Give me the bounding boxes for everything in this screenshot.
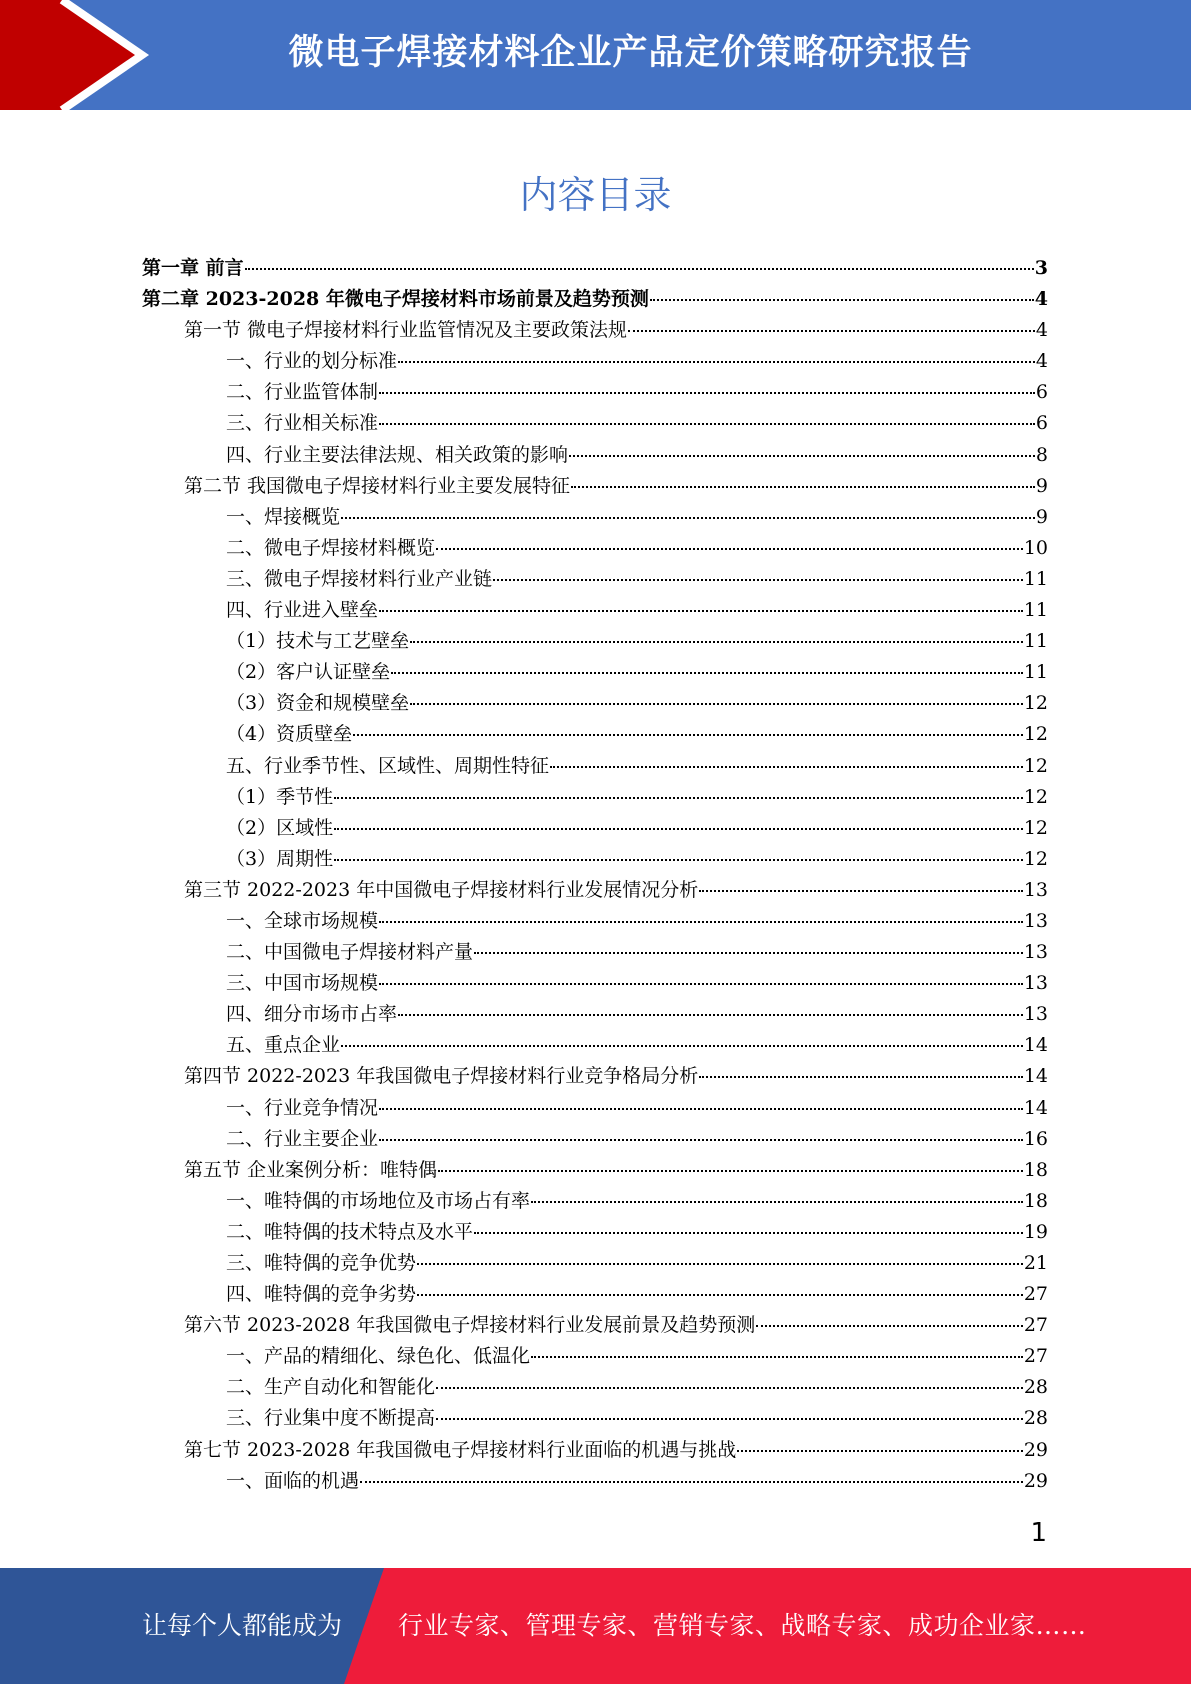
toc-dot-leader: [379, 1108, 1023, 1110]
toc-entry-page: 27: [1023, 1345, 1048, 1368]
toc-entry-page: 13: [1023, 1003, 1048, 1026]
toc-entry-label: 二、生产自动化和智能化: [226, 1376, 436, 1399]
toc-entry-label: 第五节 企业案例分析：唯特偶: [184, 1158, 438, 1181]
toc-entry-label: 二、中国微电子焊接材料产量: [226, 941, 474, 964]
toc-entry-page: 12: [1023, 723, 1048, 746]
report-title: 微电子焊接材料企业产品定价策略研究报告: [288, 33, 973, 73]
toc-dot-leader: [398, 361, 1035, 363]
toc-entry-page: 28: [1023, 1376, 1048, 1399]
toc-dot-leader: [474, 1232, 1023, 1234]
toc-entry[interactable]: [142, 844, 1048, 875]
toc-entry[interactable]: [142, 719, 1048, 750]
toc-entry[interactable]: [142, 533, 1048, 564]
toc-dot-leader: [410, 641, 1023, 643]
toc-entry-page: 14: [1023, 1096, 1048, 1119]
toc-entry-label: 四、行业主要法律法规、相关政策的影响: [226, 443, 569, 466]
toc-entry[interactable]: [142, 346, 1048, 377]
toc-entry-page: 9: [1035, 505, 1048, 528]
toc-dot-leader: [474, 952, 1023, 954]
toc-dot-leader: [379, 423, 1035, 425]
toc-dot-leader: [699, 890, 1023, 892]
toc-entry-label: 四、细分市场市占率: [226, 1003, 398, 1026]
toc-entry[interactable]: [142, 284, 1048, 315]
toc-dot-leader: [650, 299, 1034, 301]
toc-entry-label: 第六节 2023-2028 年我国微电子焊接材料行业发展前景及趋势预测: [184, 1314, 756, 1337]
toc-entry-label: 五、行业季节性、区域性、周期性特征: [226, 754, 550, 777]
toc-entry-page: 8: [1035, 443, 1048, 466]
toc-entry-page: 3: [1034, 257, 1048, 279]
toc-entry-label: 四、唯特偶的竞争劣势: [226, 1283, 417, 1306]
toc-entry-page: 29: [1023, 1469, 1048, 1492]
toc-entry-page: 14: [1023, 1065, 1048, 1088]
toc-dot-leader: [360, 1481, 1023, 1483]
toc-dot-leader: [391, 672, 1023, 674]
toc-entry-page: 12: [1023, 692, 1048, 715]
toc-entry-label: 三、唯特偶的竞争优势: [226, 1252, 417, 1274]
toc-entry-page: 11: [1023, 630, 1048, 653]
toc-entry-page: 27: [1023, 1283, 1048, 1306]
toc-entry-page: 9: [1035, 474, 1048, 497]
toc-entry-page: 13: [1023, 941, 1048, 964]
toc-entry[interactable]: [142, 502, 1048, 533]
toc-entry-label: （2）客户认证壁垒: [226, 661, 391, 684]
toc-entry[interactable]: [142, 471, 1048, 502]
toc-entry-label: 第一章 前言: [142, 257, 244, 279]
toc-entry[interactable]: [142, 813, 1048, 844]
toc-entry[interactable]: [142, 688, 1048, 719]
toc-entry[interactable]: [142, 626, 1048, 657]
table-of-contents: [142, 253, 1048, 1497]
toc-entry-page: 10: [1023, 536, 1048, 559]
toc-entry[interactable]: [142, 1435, 1048, 1466]
toc-entry[interactable]: [142, 1186, 1048, 1217]
toc-entry-page: 11: [1023, 661, 1048, 684]
toc-entry[interactable]: [142, 657, 1048, 688]
toc-entry[interactable]: [142, 564, 1048, 595]
toc-entry-label: 一、产品的精细化、绿色化、低温化: [226, 1345, 531, 1368]
toc-entry[interactable]: [142, 315, 1048, 346]
toc-entry-label: 一、全球市场规模: [226, 909, 379, 932]
toc-entry-label: 一、行业的划分标准: [226, 350, 398, 373]
toc-dot-leader: [341, 517, 1035, 519]
toc-entry-label: 四、行业进入壁垒: [226, 599, 379, 622]
toc-entry-label: 第一节 微电子焊接材料行业监管情况及主要政策法规: [184, 319, 628, 342]
toc-dot-leader: [531, 1201, 1023, 1203]
toc-entry-label: 第四节 2022-2023 年我国微电子焊接材料行业竞争格局分析: [184, 1065, 699, 1088]
toc-entry[interactable]: [142, 875, 1048, 906]
toc-entry[interactable]: [142, 1466, 1048, 1497]
toc-entry-label: 一、唯特偶的市场地位及市场占有率: [226, 1189, 531, 1212]
toc-entry-page: 12: [1023, 847, 1048, 870]
toc-entry[interactable]: [142, 1310, 1048, 1341]
toc-entry[interactable]: [142, 377, 1048, 408]
toc-entry-page: 18: [1023, 1158, 1048, 1181]
toc-entry[interactable]: [142, 1341, 1048, 1372]
toc-dot-leader: [737, 1450, 1023, 1452]
toc-entry-page: 29: [1023, 1438, 1048, 1461]
toc-entry-page: 13: [1023, 972, 1048, 995]
toc-entry-label: （3）周期性: [226, 847, 334, 870]
toc-entry-label: 二、微电子焊接材料概览: [226, 536, 436, 559]
toc-entry-page: 11: [1023, 599, 1048, 622]
toc-entry[interactable]: [142, 906, 1048, 937]
toc-dot-leader: [341, 1045, 1023, 1047]
toc-entry[interactable]: [142, 1248, 1048, 1279]
toc-dot-leader: [379, 610, 1023, 612]
toc-entry-label: （1）技术与工艺壁垒: [226, 630, 410, 653]
toc-dot-leader: [334, 828, 1023, 830]
page-number: 1: [1030, 1518, 1047, 1548]
toc-entry[interactable]: [142, 1372, 1048, 1403]
toc-entry[interactable]: [142, 1030, 1048, 1061]
toc-entry[interactable]: [142, 968, 1048, 999]
toc-entry[interactable]: [142, 253, 1048, 284]
toc-entry-label: （3）资金和规模壁垒: [226, 692, 410, 715]
toc-dot-leader: [571, 486, 1035, 488]
toc-entry[interactable]: [142, 751, 1048, 782]
toc-entry[interactable]: [142, 937, 1048, 968]
toc-entry-page: 6: [1035, 412, 1048, 435]
toc-dot-leader: [379, 1139, 1023, 1141]
toc-entry-page: 12: [1023, 785, 1048, 808]
toc-dot-leader: [756, 1325, 1023, 1327]
toc-entry[interactable]: [142, 1155, 1048, 1186]
toc-entry[interactable]: [142, 1124, 1048, 1155]
header-banner: [0, 0, 1191, 110]
toc-entry-label: （2）区域性: [226, 816, 334, 839]
toc-dot-leader: [417, 1263, 1023, 1265]
toc-entry-label: （1）季节性: [226, 785, 334, 808]
toc-dot-leader: [628, 330, 1035, 332]
footer-slogan-left: 让每个人都能成为: [142, 1611, 343, 1640]
toc-dot-leader: [493, 579, 1023, 581]
toc-entry-label: 二、行业主要企业: [226, 1127, 379, 1150]
toc-entry[interactable]: [142, 1279, 1048, 1310]
toc-entry-label: 一、面临的机遇: [226, 1469, 360, 1492]
toc-entry-label: 三、行业相关标准: [226, 412, 379, 435]
toc-entry-page: 27: [1023, 1314, 1048, 1337]
toc-entry-page: 28: [1023, 1407, 1048, 1430]
toc-entry-label: 三、行业集中度不断提高: [226, 1407, 436, 1430]
toc-dot-leader: [245, 268, 1034, 270]
toc-dot-leader: [334, 859, 1023, 861]
toc-entry[interactable]: [142, 1061, 1048, 1092]
toc-dot-leader: [334, 797, 1023, 799]
toc-entry-label: 三、中国市场规模: [226, 972, 379, 995]
footer-slogan-right: 行业专家、管理专家、营销专家、战略专家、成功企业家……: [398, 1611, 1087, 1640]
toc-entry-page: 4: [1035, 319, 1048, 342]
toc-entry-page: 6: [1035, 381, 1048, 404]
toc-dot-leader: [569, 455, 1035, 457]
toc-entry-label: 二、唯特偶的技术特点及水平: [226, 1220, 474, 1243]
toc-entry[interactable]: [142, 782, 1048, 813]
toc-entry[interactable]: [142, 1093, 1048, 1124]
toc-entry-label: 三、微电子焊接材料行业产业链: [226, 567, 493, 590]
toc-dot-leader: [379, 983, 1023, 985]
toc-entry-page: 4: [1034, 288, 1048, 311]
toc-entry[interactable]: [142, 408, 1048, 439]
toc-dot-leader: [550, 766, 1023, 768]
footer-banner: [0, 1568, 1191, 1684]
toc-entry-label: 第二章 2023-2028 年微电子焊接材料市场前景及趋势预测: [142, 288, 649, 311]
toc-entry-page: 11: [1023, 567, 1048, 590]
toc-dot-leader: [699, 1076, 1023, 1078]
toc-entry-label: 第三节 2022-2023 年中国微电子焊接材料行业发展情况分析: [184, 878, 699, 901]
toc-dot-leader: [531, 1356, 1023, 1358]
toc-entry-label: 一、行业竞争情况: [226, 1096, 379, 1119]
toc-entry-page: 12: [1023, 754, 1048, 777]
toc-entry-page: 12: [1023, 816, 1048, 839]
toc-entry[interactable]: [142, 440, 1048, 471]
toc-entry-label: 一、焊接概览: [226, 505, 341, 528]
toc-entry-page: 18: [1023, 1189, 1048, 1212]
toc-dot-leader: [379, 392, 1035, 394]
toc-entry-page: 13: [1023, 878, 1048, 901]
toc-dot-leader: [438, 1170, 1023, 1172]
toc-entry-label: 二、行业监管体制: [226, 381, 379, 404]
toc-entry-page: 21: [1023, 1252, 1048, 1274]
toc-entry-page: 19: [1023, 1220, 1048, 1243]
toc-dot-leader: [436, 1418, 1023, 1420]
toc-entry-label: 第二节 我国微电子焊接材料行业主要发展特征: [184, 474, 571, 497]
toc-dot-leader: [379, 921, 1023, 923]
toc-entry-label: 五、重点企业: [226, 1034, 341, 1057]
toc-heading: 内容目录: [519, 173, 672, 217]
toc-entry-page: 13: [1023, 909, 1048, 932]
toc-entry-page: 14: [1023, 1034, 1048, 1057]
toc-entry[interactable]: [142, 999, 1048, 1030]
toc-dot-leader: [436, 1387, 1023, 1389]
toc-entry[interactable]: [142, 595, 1048, 626]
toc-entry-label: （4）资质壁垒: [226, 723, 353, 746]
toc-dot-leader: [353, 734, 1023, 736]
toc-dot-leader: [436, 548, 1023, 550]
toc-entry-page: 16: [1023, 1127, 1048, 1150]
toc-entry-page: 4: [1035, 350, 1048, 373]
toc-dot-leader: [410, 703, 1023, 705]
toc-entry[interactable]: [142, 1217, 1048, 1248]
toc-entry-label: 第七节 2023-2028 年我国微电子焊接材料行业面临的机遇与挑战: [184, 1438, 737, 1461]
toc-entry[interactable]: [142, 1403, 1048, 1434]
toc-dot-leader: [417, 1294, 1023, 1296]
toc-dot-leader: [398, 1014, 1023, 1016]
